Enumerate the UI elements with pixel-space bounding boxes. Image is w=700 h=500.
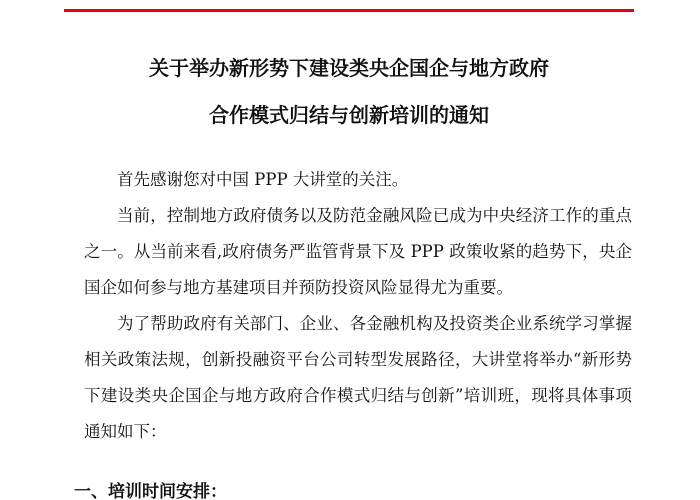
notice-body (84, 162, 632, 450)
paragraph-background: 当前，控制地方政府债务以及防范金融风险已成为中央经济工作的重点之一。从当前来看,政府债务严监管背景下及 PPP 政策收紧的趋势下，央企国企如何参与地方基建项目并预防投资风险显得尤为重要。 (84, 206, 632, 297)
notice-title-line-2: 合作模式归结与创新培训的通知 (209, 103, 489, 127)
paragraph-thanks: 首先感谢您对中国 PPP 大讲堂的关注。 (117, 170, 409, 189)
section-heading-schedule: 一、培训时间安排： (74, 482, 227, 500)
paragraph-purpose: 为了帮助政府有关部门、企业、各金融机构及投资类企业系统学习掌握相关政策法规，创新投融资平台公司转型发展路径，大讲堂将举办“新形势下建设类央企国企与地方政府合作模式归结与创新”培训班，现将具体事项通知如下： (84, 314, 632, 441)
notice-title-line-1: 关于举办新形势下建设类央企国企与地方政府 (149, 56, 549, 80)
red-header-rule (64, 9, 634, 12)
